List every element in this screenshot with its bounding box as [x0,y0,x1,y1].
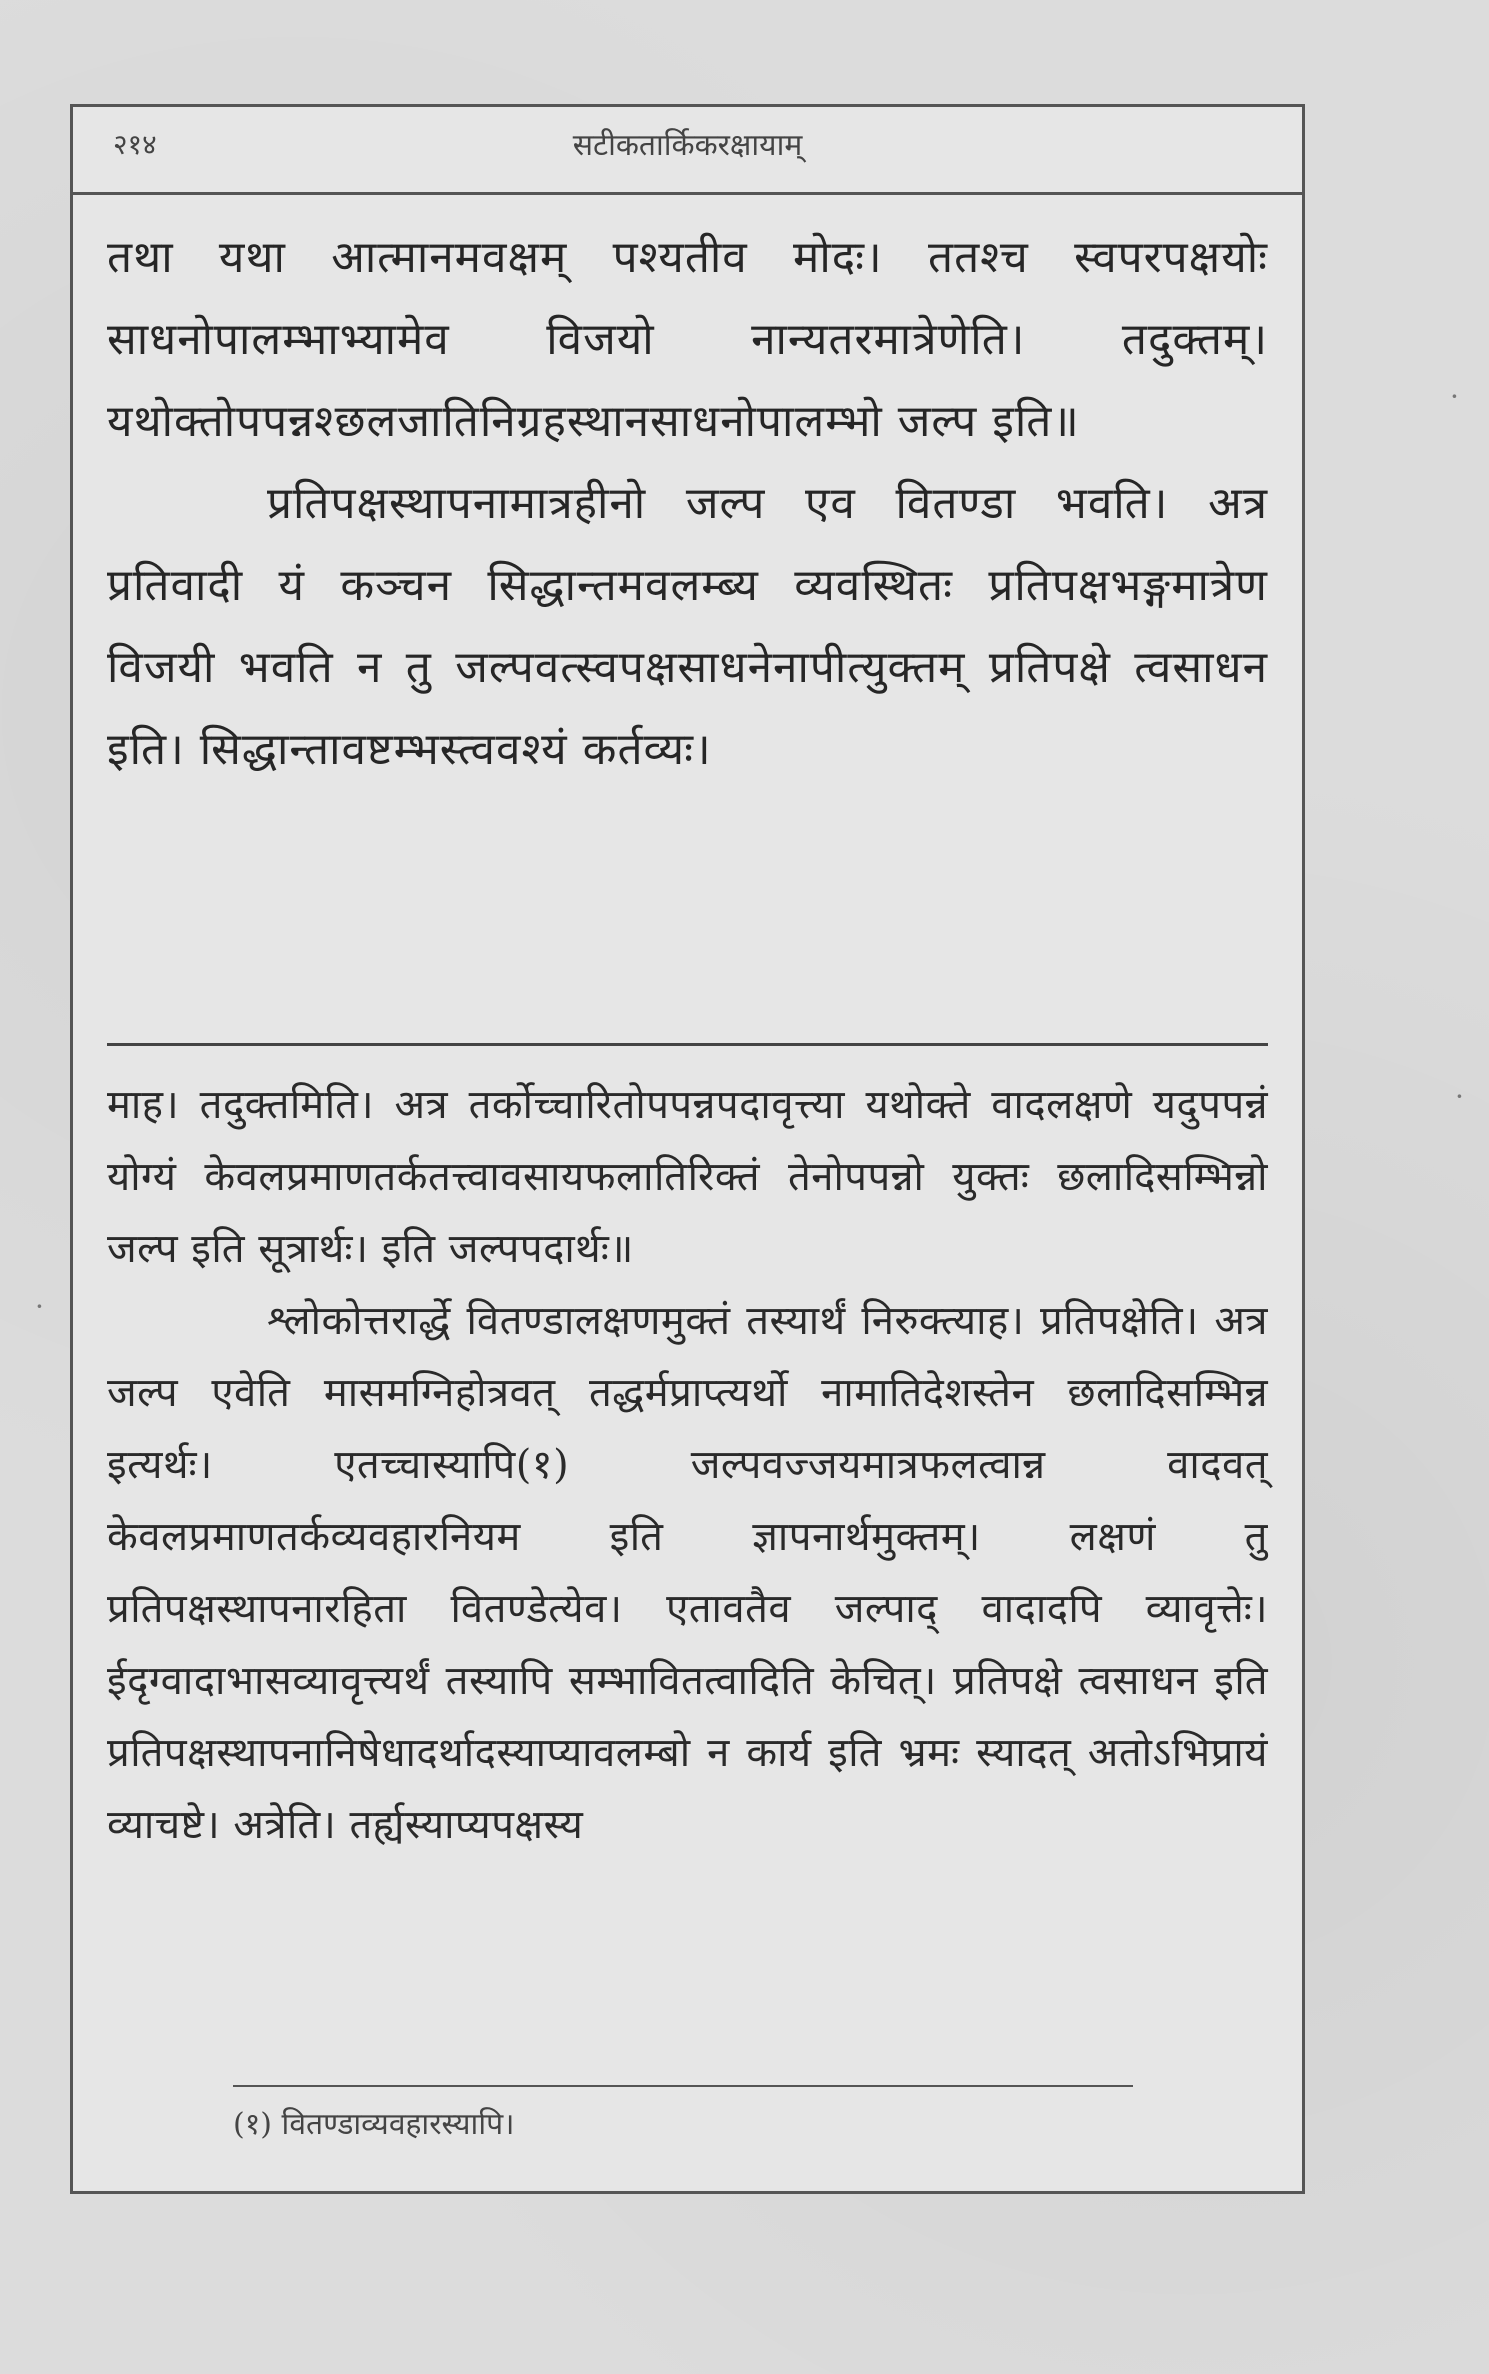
margin-speck: · [35,1290,44,1323]
margin-speck: · [1455,1080,1464,1113]
footnote: (१) वितण्डाव्यवहारस्यापि। [233,2107,515,2142]
footnote-divider [233,2085,1133,2087]
margin-speck: · [1450,380,1459,413]
running-title: सटीकतार्किकरक्षायाम् [572,128,803,163]
main-text-paragraph-2: प्रतिपक्षस्थापनामात्रहीनो जल्प एव वितण्डा भवति। अत्र प्रतिवादी यं कञ्चन सिद्धान्तमवलम्ब्य व्यवस्थितः प्रतिपक्षभङ्गमात्रेण विजयी भवति न तु जल्पवत्स्वपक्षसाधनेनापीत्युक्तम् प्रतिपक्षे त्वसाधन इति। सिद्धान्तावष्टम्भस्त्ववश्यं कर्तव्यः। [107,478,1268,775]
text-commentary-divider [107,1043,1268,1046]
page-number: २१४ [113,128,157,161]
commentary-paragraph-2: श्लोकोत्तरार्द्धे वितण्डालक्षणमुक्तं तस्यार्थं निरुक्त्याह। प्रतिपक्षेति। अत्र जल्प एवेति मासमग्निहोत्रवत् तद्धर्मप्राप्त्यर्थो नामातिदेशस्तेन छलादिसम्भिन्न इत्यर्थः। एतच्चास्यापि(१) जल्पवज्जयमात्रफलत्वान्न वादवत् केवलप्रमाणतर्कव्यवहारनियम इति ज्ञापनार्थमुक्तम्। लक्षणं तु प्रतिपक्षस्थापनारहिता वितण्डेत्येव। एतावतैव जल्पाद् वादादपि व्यावृत्तेः। ईदृग्वादाभासव्यावृत्त्यर्थं तस्यापि सम्भावितत्वादिति केचित्। प्रतिपक्षे त्वसाधन इति प्रतिपक्षस्थापनानिषेधादर्थादस्याप्यावलम्बो न कार्य इति भ्रमः स्यादत् अतोऽभिप्रायं व्याचष्टे। अत्रेति। तर्ह्यस्याप्यपक्षस्य [107,1298,1268,1848]
commentary-text [107,1069,1268,1861]
main-text-paragraph-1: तथा यथा आत्मानमवक्षम् पश्यतीव मोदः। ततश्च स्वपरपक्षयोः साधनोपालम्भाभ्यामेव विजयो नान्यतरमात्रेणेति। तदुक्तम्। यथोक्तोपपन्नश्छलजातिनिग्रहस्थानसाधनोपालम्भो जल्प इति॥ [107,232,1268,447]
main-text [107,217,1268,791]
commentary-paragraph-1: माह। तदुक्तमिति। अत्र तर्कोच्चारितोपपन्नपदावृत्त्या यथोक्ते वादलक्षणे यदुपपन्नं योग्यं केवलप्रमाणतर्कतत्त्वावसायफलातिरिक्तं तेनोपपन्नो युक्तः छलादिसम्भिन्नो जल्प इति सूत्रार्थः। इति जल्पपदार्थः॥ [107,1082,1268,1272]
page-header [73,107,1302,195]
book-page [70,104,1305,2194]
